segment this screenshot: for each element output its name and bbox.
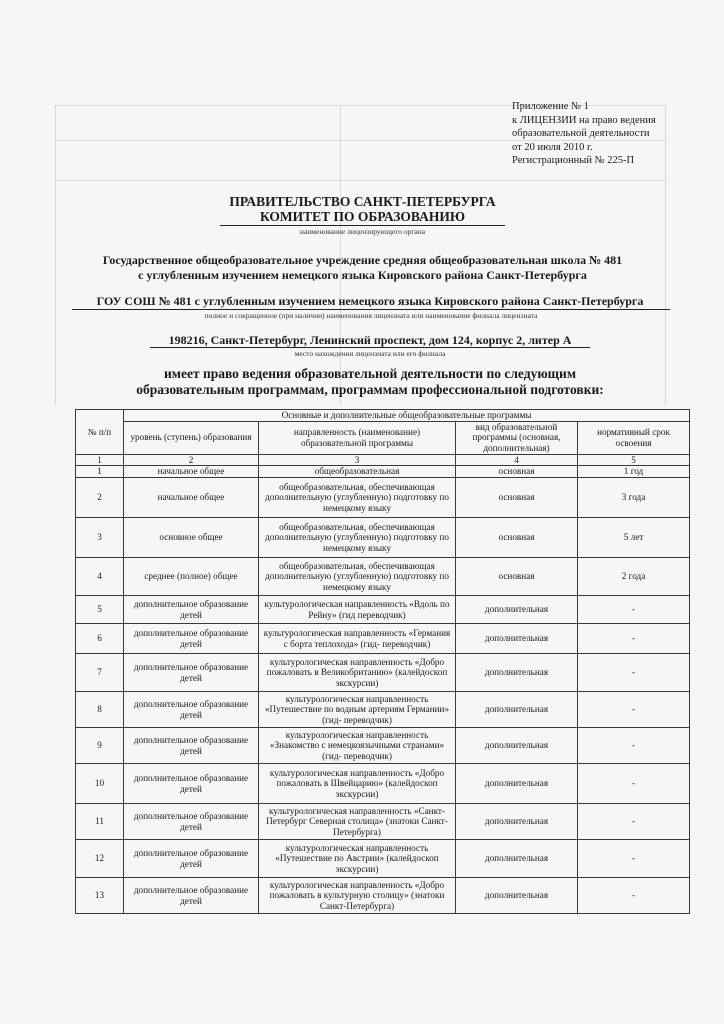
header-direction: направленность (наименование) образовательной программы (259, 421, 456, 454)
row-number: 11 (76, 804, 124, 840)
row-number: 1 (76, 466, 124, 478)
row-term: - (578, 804, 690, 840)
licensee-address: 198216, Санкт-Петербург, Ленинский проспект, дом 124, корпус 2, литер А (168, 333, 572, 347)
appendix-line: Приложение № 1 (512, 101, 589, 112)
row-term: 5 лет (578, 518, 690, 558)
row-level: дополнительное образование детей (124, 804, 259, 840)
index-cell: 3 (259, 454, 456, 466)
table-row (76, 624, 690, 654)
row-level: дополнительное образование детей (124, 878, 259, 914)
header-group: Основные и дополнительные общеобразовательные программы (124, 410, 690, 422)
row-number: 2 (76, 478, 124, 518)
licensee-underline (72, 309, 670, 310)
row-direction: общеобразовательная, обеспечивающая дополнительную (углубленную) подготовку по немецкому языку (259, 558, 456, 596)
licensee-caption: полное и сокращенное (при наличии) наименования лицензиата или наименование филиала лицензиата (204, 311, 538, 320)
row-direction: культурологическая направленность «Добро пожаловать в Великобританию» (калейдоскоп экскурсии) (259, 654, 456, 692)
row-level: основное общее (124, 518, 259, 558)
rights-line-1: имеет право ведения образовательной деятельности по следующим (163, 366, 577, 381)
row-number: 3 (76, 518, 124, 558)
address-underline (150, 347, 590, 348)
row-term: - (578, 654, 690, 692)
row-number: 9 (76, 728, 124, 764)
address-caption: место нахождения лицензиата или его филиала (294, 349, 446, 358)
row-type: дополнительная (456, 596, 578, 624)
appendix-line: от 20 июля 2010 г. (512, 141, 593, 153)
row-level: дополнительное образование детей (124, 654, 259, 692)
bleed-through-line (55, 105, 56, 405)
table-row (76, 878, 690, 914)
table-row (76, 558, 690, 596)
row-number: 13 (76, 878, 124, 914)
authority-line-1: ПРАВИТЕЛЬСТВО САНКТ-ПЕТЕРБУРГА (229, 194, 496, 209)
row-level: среднее (полное) общее (124, 558, 259, 596)
row-type: основная (456, 558, 578, 596)
row-number: 5 (76, 596, 124, 624)
row-type: дополнительная (456, 692, 578, 728)
row-level: дополнительное образование детей (124, 764, 259, 804)
appendix-line: образовательной деятельности (512, 128, 650, 139)
row-direction: культурологическая направленность «Добро пожаловать в культурную столицу» (знатоки Санкт-Петербурга) (259, 878, 456, 914)
appendix-block (512, 100, 712, 168)
table-row (76, 654, 690, 692)
row-term: 2 года (578, 558, 690, 596)
row-direction: культурологическая направленность «Санкт-Петербург Северная столица» (знатоки Санкт-Петербурга) (259, 804, 456, 840)
row-direction: культурологическая направленность «Путешествие по водным артериям Германии» (гид- переводчик) (259, 692, 456, 728)
row-direction: общеобразовательная, обеспечивающая дополнительную (углубленную) подготовку по немецкому языку (259, 478, 456, 518)
table-row (76, 840, 690, 878)
table-row (76, 764, 690, 804)
licensee-full-line-1: Государственное общеобразовательное учреждение средняя общеобразовательная школа № 481 (102, 253, 623, 267)
header-level: уровень (ступень) образования (124, 421, 259, 454)
row-term: - (578, 840, 690, 878)
row-direction: культурологическая направленность «Знакомство с немецкоязычными странами» (гид- переводчик) (259, 728, 456, 764)
row-direction: общеобразовательная, обеспечивающая дополнительную (углубленную) подготовку по немецкому языку (259, 518, 456, 558)
row-type: дополнительная (456, 728, 578, 764)
row-number: 7 (76, 654, 124, 692)
licensee-full-line-2: с углубленным изучением немецкого языка Кировского района Санкт-Петербурга (138, 268, 587, 282)
table-row (76, 466, 690, 478)
bleed-through-line (55, 180, 665, 181)
row-term: - (578, 764, 690, 804)
row-number: 8 (76, 692, 124, 728)
row-direction: культурологическая направленность «Вдоль по Рейну» (гид переводчик) (259, 596, 456, 624)
programs-table (75, 409, 690, 914)
row-level: дополнительное образование детей (124, 596, 259, 624)
row-type: дополнительная (456, 878, 578, 914)
row-term: - (578, 728, 690, 764)
row-level: начальное общее (124, 478, 259, 518)
index-cell: 4 (456, 454, 578, 466)
index-cell: 1 (76, 454, 124, 466)
licensee-short-name: ГОУ СОШ № 481 с углубленным изучением немецкого языка Кировского района Санкт-Петербурга (96, 294, 644, 308)
table-row (76, 596, 690, 624)
licensee-full-name (70, 253, 655, 283)
row-type: дополнительная (456, 654, 578, 692)
row-term: - (578, 878, 690, 914)
row-level: дополнительное образование детей (124, 692, 259, 728)
rights-statement (90, 366, 650, 397)
row-direction: общеобразовательная (259, 466, 456, 478)
index-cell: 2 (124, 454, 259, 466)
row-term: 1 год (578, 466, 690, 478)
row-number: 6 (76, 624, 124, 654)
table-row (76, 518, 690, 558)
row-level: начальное общее (124, 466, 259, 478)
row-type: дополнительная (456, 764, 578, 804)
table-row (76, 478, 690, 518)
header-number: № п/п (76, 410, 124, 455)
header-type: вид образовательной программы (основная, дополнительная) (456, 421, 578, 454)
row-term: - (578, 624, 690, 654)
row-term: - (578, 692, 690, 728)
row-type: дополнительная (456, 804, 578, 840)
row-number: 12 (76, 840, 124, 878)
licensing-authority (100, 194, 625, 224)
table-row (76, 692, 690, 728)
rights-line-2: образовательным программам, программам профессиональной подготовки: (136, 381, 604, 397)
authority-underline (220, 225, 505, 226)
row-direction: культурологическая направленность «Добро пожаловать в Швейцарию» (калейдоскоп экскурсии) (259, 764, 456, 804)
row-type: основная (456, 518, 578, 558)
appendix-line: Регистрационный № 225-П (512, 155, 635, 166)
row-level: дополнительное образование детей (124, 728, 259, 764)
row-level: дополнительное образование детей (124, 624, 259, 654)
header-term: нормативный срок освоения (578, 421, 690, 454)
row-number: 10 (76, 764, 124, 804)
row-direction: культурологическая направленность «Путешествие по Австрии» (калейдоскоп экскурсии) (259, 840, 456, 878)
row-type: дополнительная (456, 624, 578, 654)
row-type: дополнительная (456, 840, 578, 878)
appendix-line: к ЛИЦЕНЗИИ на право ведения (512, 114, 656, 126)
row-type: основная (456, 466, 578, 478)
row-level: дополнительное образование детей (124, 840, 259, 878)
table-row (76, 804, 690, 840)
table-row (76, 728, 690, 764)
authority-line-2: КОМИТЕТ ПО ОБРАЗОВАНИЮ (259, 209, 466, 224)
row-number: 4 (76, 558, 124, 596)
row-direction: культурологическая направленность «Германия с борта теплохода» (гид- переводчик) (259, 624, 456, 654)
row-term: - (578, 596, 690, 624)
index-cell: 5 (578, 454, 690, 466)
row-term: 3 года (578, 478, 690, 518)
authority-caption: наименование лицензирующего органа (299, 227, 426, 236)
row-type: основная (456, 478, 578, 518)
